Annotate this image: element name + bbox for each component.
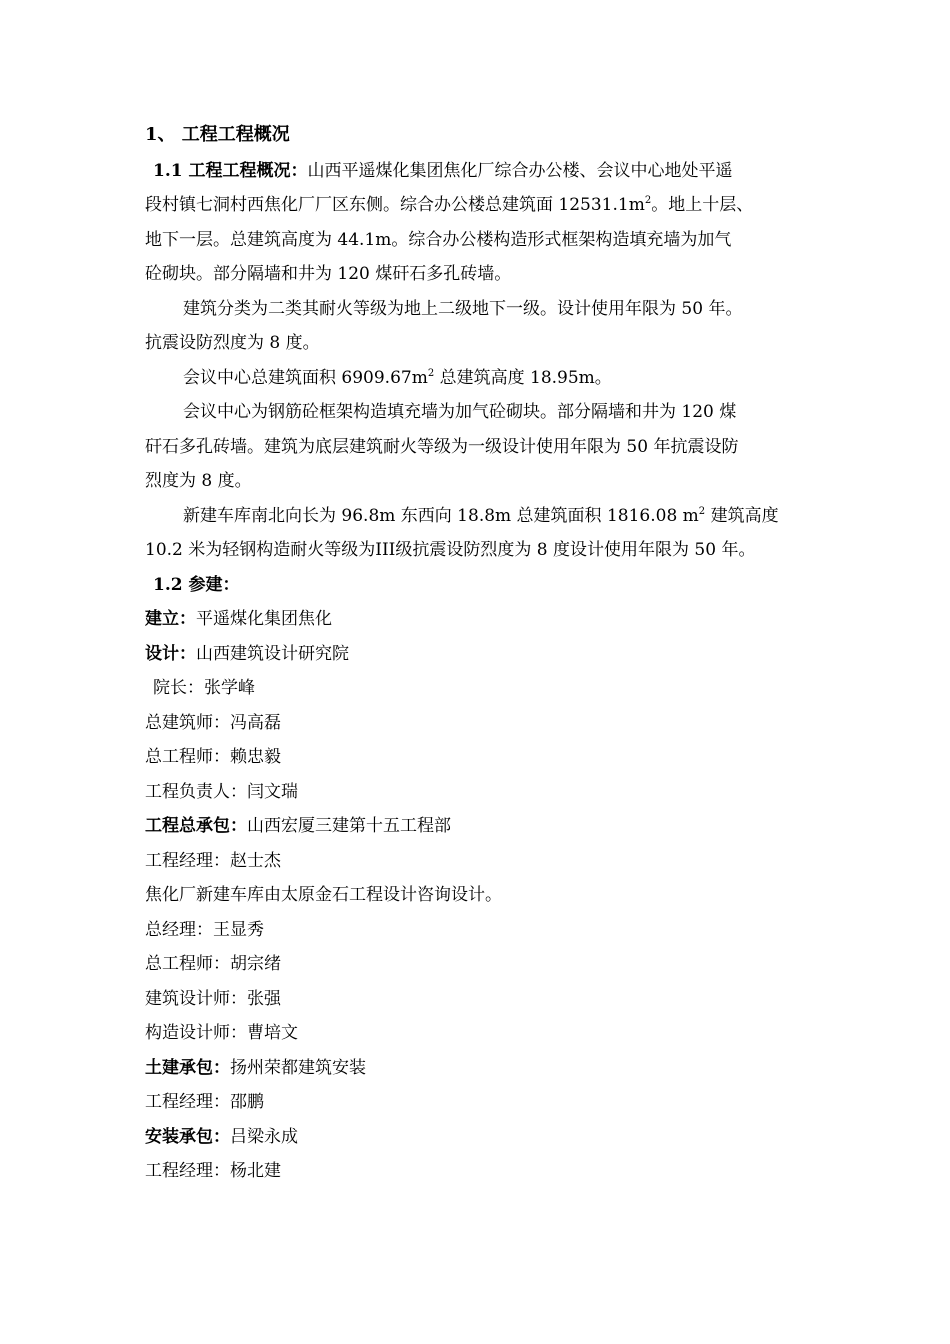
text-line: 总建筑高度 18.95m。 <box>434 367 612 388</box>
list-item <box>145 844 805 879</box>
list-item-value: 赖忠毅 <box>230 747 281 767</box>
list-item-value: 冯高磊 <box>230 712 281 733</box>
list-item-value: 闫文瑞 <box>247 781 298 802</box>
list-item-label: 工程负责人： <box>145 781 247 802</box>
list-item-value: 吕梁永成 <box>230 1126 298 1147</box>
list-item <box>145 671 805 706</box>
list-item-label: 工程总承包： <box>145 816 247 836</box>
text-line: 山西平遥煤化集团焦化厂综合办公楼、会议中心地处平遥 <box>307 160 733 181</box>
participants-list <box>145 602 805 1189</box>
list-item-label: 构造设计师： <box>145 1023 247 1043</box>
text-line: 矸石多孔砖墙。建筑为底层建筑耐火等级为一级设计使用年限为 50 年抗震设防 <box>145 436 739 457</box>
text-line: 新建车库南北向长为 96.8m 东西向 18.8m 总建筑面积 1816.08 m <box>183 505 699 526</box>
text-line: 段村镇七洞村西焦化厂厂区东侧。综合办公楼总建筑面 12531.1m <box>145 195 645 215</box>
list-item-label: 院长： <box>153 678 204 698</box>
list-item-label: 工程经理： <box>145 1161 230 1181</box>
list-item <box>145 913 805 948</box>
text-line: 会议中心总建筑面积 6909.67m <box>183 367 428 388</box>
document-page <box>145 118 805 1189</box>
section-1-2-label: 1.2 参建： <box>153 574 240 595</box>
text-line: 。地上十层、 <box>651 195 754 215</box>
list-item <box>145 1120 805 1155</box>
list-item-label: 建立： <box>145 609 196 629</box>
list-item <box>145 602 805 637</box>
list-item-value: 邵鹏 <box>230 1092 264 1112</box>
list-item <box>145 706 805 741</box>
paragraph-garage <box>145 499 805 568</box>
list-item-value: 张强 <box>247 988 281 1009</box>
superscript: 2 <box>698 505 706 517</box>
paragraph-conference-area <box>145 361 805 396</box>
list-item <box>145 878 805 913</box>
list-item-label: 总工程师： <box>145 954 230 974</box>
list-item-value: 胡宗绪 <box>230 954 281 974</box>
section-heading: 1、 工程工程概况 <box>145 124 290 145</box>
list-item <box>145 637 805 672</box>
list-item <box>145 809 805 844</box>
list-item-value: 赵士杰 <box>230 850 281 871</box>
superscript: 2 <box>644 195 652 206</box>
list-item-value: 山西建筑设计研究院 <box>196 643 349 664</box>
list-item-label: 总工程师： <box>145 747 230 767</box>
list-item <box>145 740 805 775</box>
list-item-label: 设计： <box>145 643 196 664</box>
paragraph-conference-structure <box>145 395 805 499</box>
list-item-value: 焦化厂新建车库由太原金石工程设计咨询设计。 <box>145 885 502 905</box>
list-item <box>145 775 805 810</box>
list-item-label: 安装承包： <box>145 1126 230 1147</box>
text-line: 抗震设防烈度为 8 度。 <box>145 333 320 353</box>
text-line: 建筑高度 <box>705 505 779 526</box>
section-1-1 <box>145 154 805 292</box>
text-line: 烈度为 8 度。 <box>145 471 252 491</box>
list-item-value: 平遥煤化集团焦化 <box>196 609 332 629</box>
list-item <box>145 1154 805 1189</box>
list-item-label: 工程经理： <box>145 850 230 871</box>
list-item-label: 工程经理： <box>145 1092 230 1112</box>
list-item-value: 曹培文 <box>247 1023 298 1043</box>
list-item-label: 总经理： <box>145 919 213 940</box>
list-item-value: 山西宏厦三建第十五工程部 <box>247 816 451 836</box>
list-item-label: 建筑设计师： <box>145 988 247 1009</box>
list-item-value: 王显秀 <box>213 919 264 940</box>
list-item <box>145 982 805 1017</box>
text-line: 建筑分类为二类其耐火等级为地上二级地下一级。设计使用年限为 50 年。 <box>183 298 743 319</box>
list-item-label: 土建承包： <box>145 1057 230 1078</box>
superscript: 2 <box>427 367 435 379</box>
text-line: 地下一层。总建筑高度为 44.1m。综合办公楼构造形式框架构造填充墙为加气 <box>145 229 732 250</box>
text-line: 10.2 米为轻钢构造耐火等级为III级抗震设防烈度为 8 度设计使用年限为 50 年。 <box>145 540 756 560</box>
list-item-value: 杨北建 <box>230 1161 281 1181</box>
section-1-1-label: 1.1 工程工程概况： <box>153 160 308 181</box>
text-line: 会议中心为钢筋砼框架构造填充墙为加气砼砌块。部分隔墙和井为 120 煤 <box>183 402 737 422</box>
list-item-value: 扬州荣都建筑安装 <box>230 1057 366 1078</box>
list-item <box>145 1051 805 1086</box>
text-line: 砼砌块。部分隔墙和井为 120 煤矸石多孔砖墙。 <box>145 264 512 284</box>
paragraph-classification <box>145 292 805 361</box>
list-item-value: 张学峰 <box>204 678 255 698</box>
list-item-label: 总建筑师： <box>145 712 230 733</box>
list-item <box>145 1085 805 1120</box>
list-item <box>145 1016 805 1051</box>
list-item <box>145 947 805 982</box>
